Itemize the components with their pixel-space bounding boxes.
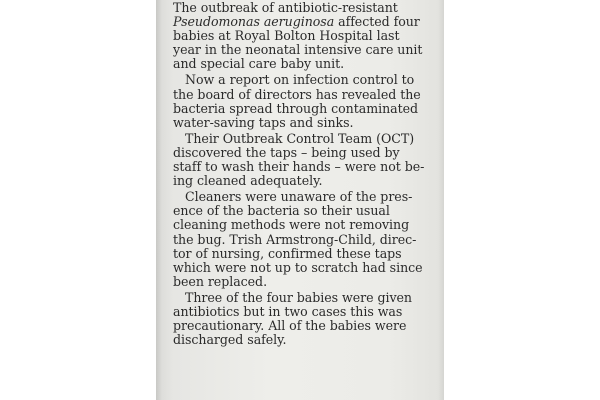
article-paragraph bbox=[173, 132, 430, 188]
body-text: which were not up to scratch had since bbox=[173, 259, 423, 275]
article-line bbox=[173, 174, 430, 188]
italic-text: Pseudomonas aeruginosa bbox=[173, 14, 335, 30]
body-text: ing cleaned adequately. bbox=[173, 173, 323, 189]
article-line bbox=[173, 261, 430, 275]
body-text: Now a report on infection control to bbox=[185, 72, 415, 88]
body-text: Their Outbreak Control Team (OCT) bbox=[185, 130, 415, 146]
article-line bbox=[173, 160, 430, 174]
body-text: antibiotics but in two cases this was bbox=[173, 303, 403, 319]
body-text: staff to wash their hands – were not be- bbox=[173, 159, 425, 175]
body-text: discharged safely. bbox=[173, 332, 287, 348]
article-line bbox=[173, 233, 430, 247]
body-text: bacteria spread through contaminated bbox=[173, 100, 419, 116]
article-paragraph bbox=[173, 190, 430, 289]
article-column bbox=[173, 1, 430, 349]
article-line bbox=[173, 247, 430, 261]
article-line bbox=[173, 204, 430, 218]
article-paragraph bbox=[173, 291, 430, 347]
article-line bbox=[173, 146, 430, 160]
article-line bbox=[173, 29, 430, 43]
newspaper-clipping bbox=[156, 0, 444, 400]
article-line bbox=[173, 102, 430, 116]
article-line bbox=[173, 57, 430, 71]
body-text: and special care baby unit. bbox=[173, 56, 345, 72]
article-line bbox=[173, 132, 430, 146]
clipping-left-edge bbox=[156, 0, 162, 400]
article-line bbox=[173, 73, 430, 87]
body-text: babies at Royal Bolton Hospital last bbox=[173, 28, 400, 44]
article-line bbox=[173, 275, 430, 289]
article-line bbox=[173, 190, 430, 204]
body-text: discovered the taps – being used by bbox=[173, 144, 400, 160]
article-line bbox=[173, 319, 430, 333]
body-text: affected four bbox=[334, 14, 420, 30]
clipping-right-edge bbox=[438, 0, 444, 400]
article-paragraph bbox=[173, 1, 430, 71]
article-line bbox=[173, 88, 430, 102]
body-text: water-saving taps and sinks. bbox=[173, 114, 354, 130]
article-line bbox=[173, 291, 430, 305]
article-line bbox=[173, 333, 430, 347]
article-line bbox=[173, 305, 430, 319]
body-text: ence of the bacteria so their usual bbox=[173, 203, 390, 219]
article-line bbox=[173, 116, 430, 130]
body-text: Cleaners were unaware of the pres- bbox=[185, 189, 413, 205]
body-text: the bug. Trish Armstrong-Child, direc- bbox=[173, 231, 417, 247]
body-text: year in the neonatal intensive care unit bbox=[173, 42, 423, 58]
body-text: been replaced. bbox=[173, 273, 268, 289]
body-text: the board of directors has revealed the bbox=[173, 86, 421, 102]
article-line bbox=[173, 218, 430, 232]
body-text: precautionary. All of the babies were bbox=[173, 318, 407, 334]
body-text: cleaning methods were not removing bbox=[173, 217, 410, 233]
body-text: Three of the four babies were given bbox=[185, 289, 412, 305]
article-line bbox=[173, 43, 430, 57]
body-text: The outbreak of antibiotic-resistant bbox=[173, 0, 398, 15]
article-line bbox=[173, 15, 430, 29]
body-text: tor of nursing, confirmed these taps bbox=[173, 245, 402, 261]
article-line bbox=[173, 1, 430, 15]
article-paragraph bbox=[173, 73, 430, 129]
